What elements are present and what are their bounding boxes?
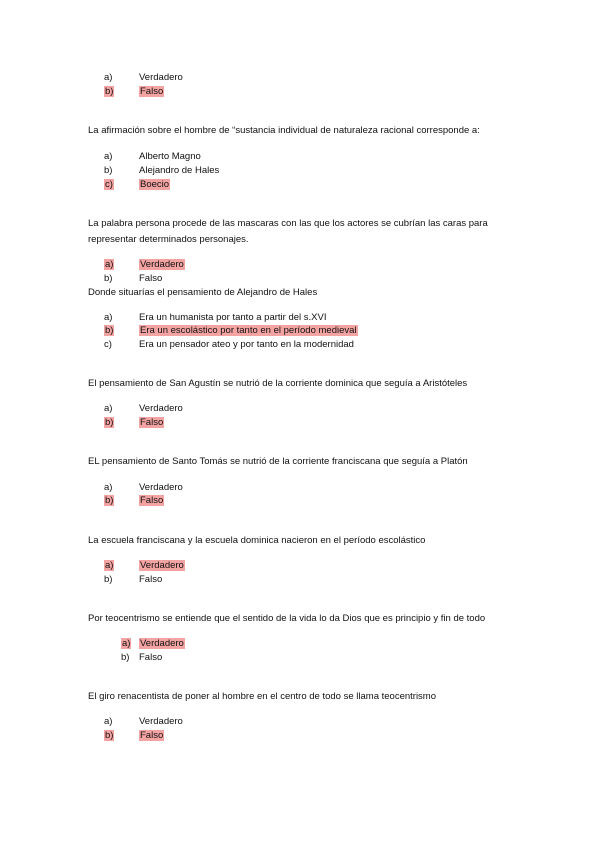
option-text: Falso (140, 495, 164, 506)
option-label: b) (121, 652, 130, 663)
option-label: b) (105, 730, 114, 741)
option-text: Alejandro de Hales (139, 165, 220, 176)
option-label: b) (105, 417, 114, 428)
option-label: a) (105, 259, 114, 270)
question-text: Donde situarías el pensamiento de Alejandro de Hales (88, 287, 318, 298)
option-label: a) (104, 403, 113, 414)
option-label: b) (105, 495, 114, 506)
option-text: Verdadero (139, 716, 183, 727)
option-text: Verdadero (139, 403, 183, 414)
option-text: Boecio (140, 179, 170, 190)
option-label: b) (105, 86, 114, 97)
option-text: Verdadero (139, 482, 183, 493)
option-text: Falso (139, 652, 163, 663)
option-label: b) (104, 574, 113, 585)
option-label: b) (104, 165, 113, 176)
option-text: Era un pensador ateo y por tanto en la modernidad (139, 339, 354, 350)
question-text: representar determinados personajes. (88, 234, 249, 245)
question-text: EL pensamiento de Santo Tomás se nutrió de la corriente franciscana que seguía a Platón (88, 456, 468, 467)
option-label: b) (104, 273, 113, 284)
option-label: a) (104, 482, 113, 493)
option-label: c) (105, 179, 113, 190)
option-label: c) (104, 339, 112, 350)
option-text: Falso (140, 730, 164, 741)
option-label: a) (104, 312, 113, 323)
option-label: a) (105, 560, 114, 571)
question-text: La palabra persona procede de las mascaras con las que los actores se cubrían las caras para (88, 218, 488, 229)
option-text: Era un escolástico por tanto en el período medieval (140, 325, 357, 336)
option-label: a) (104, 151, 113, 162)
option-text: Falso (140, 86, 164, 97)
option-text: Verdadero (140, 259, 184, 270)
option-text: Verdadero (139, 72, 183, 83)
option-text: Era un humanista por tanto a partir del s.XVI (139, 312, 327, 323)
option-text: Falso (139, 273, 163, 284)
question-text: El pensamiento de San Agustín se nutrió de la corriente dominica que seguía a Aristóteles (88, 378, 468, 389)
option-text: Falso (140, 417, 164, 428)
option-text: Verdadero (140, 560, 184, 571)
option-label: a) (122, 638, 131, 649)
option-label: b) (105, 325, 114, 336)
option-label: a) (104, 716, 113, 727)
option-text: Falso (139, 574, 163, 585)
question-text: La afirmación sobre el hombre de “sustancia individual de naturaleza racional corresponde a: (88, 125, 480, 136)
question-text: Por teocentrismo se entiende que el sentido de la vida lo da Dios que es principio y fin de todo (88, 613, 486, 624)
question-text: El giro renacentista de poner al hombre en el centro de todo se llama teocentrismo (88, 691, 437, 702)
option-text: Verdadero (140, 638, 184, 649)
option-text: Alberto Magno (139, 151, 201, 162)
question-text: La escuela franciscana y la escuela dominica nacieron en el período escolástico (88, 535, 426, 546)
option-label: a) (104, 72, 113, 83)
